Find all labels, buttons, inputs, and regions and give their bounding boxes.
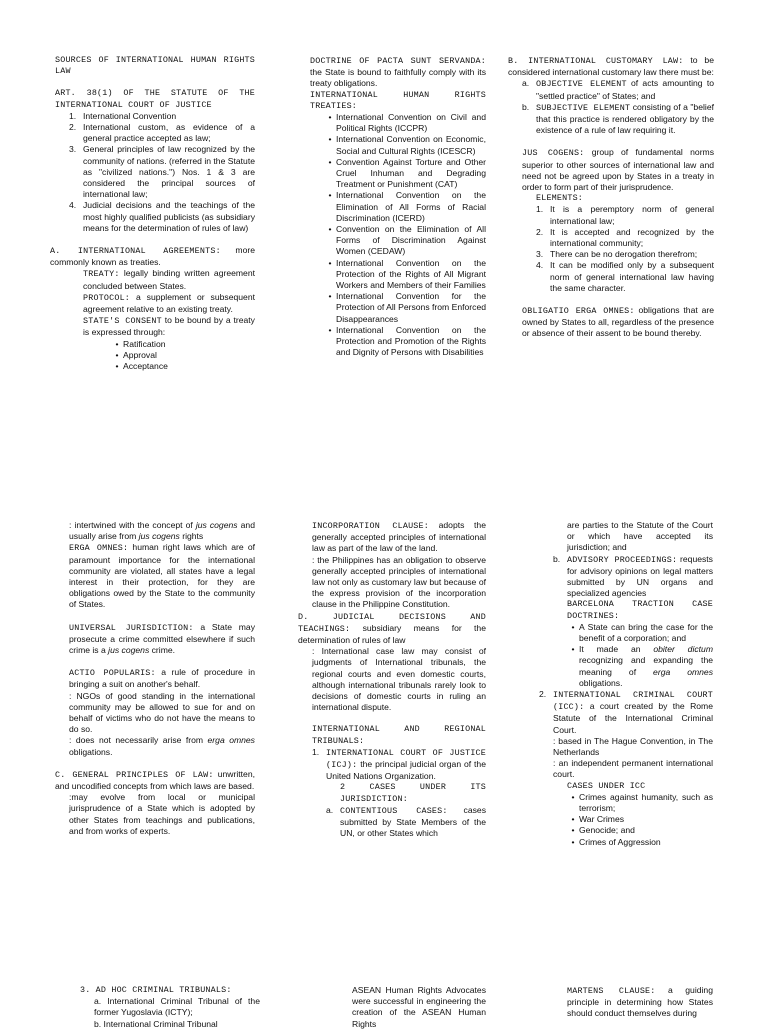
barcelona-doctrine-1: • A State can bring the case for the benefit of a corporation; and [571, 621, 713, 644]
may-evolve-text: :may evolve from local or municipal jurisprudence of a State which is adopted by other States from teachings and publications, and from works of experts. [69, 792, 255, 836]
treaty-item: • International Convention on the Protection and Promotion of the Rights and Dignity of Persons with Disabilities [328, 324, 486, 358]
consent-item: • Acceptance [115, 361, 168, 372]
icc-case-item: • Genocide; and [571, 825, 635, 836]
judicial-decisions-para: D. JUDICIAL DECISIONS AND TEACHINGS: subsidiary means for the determination of rules of law [298, 611, 486, 646]
sources-title: SOURCES OF INTERNATIONAL HUMAN RIGHTS LAW [55, 55, 255, 77]
icc-item: 2. INTERNATIONAL CRIMINAL COURT (ICC): a court created by the Rome Statute of the International Criminal Court. [539, 689, 713, 735]
p1-column-1 [50, 55, 255, 372]
source-item: 2. International custom, as evidence of a general practice accepted as law; [69, 122, 255, 144]
erga-omnes-def: ERGA OMNES: human right laws which are of paramount importance for the international community are violated, all states have a legal interest in their protection, for they are obligations owed by the State to the community of States. [69, 542, 255, 610]
not-arise-text: : does not necessarily arise from erga omnes obligations. [69, 735, 255, 757]
icc-independent-text: : an independent permanent international court. [553, 758, 713, 780]
case-law-text: : International case law may consist of judgments of International tribunals, the regional courts and even domestic courts, although international tribunals rarely look to decisions of domestic courts in ruling an international dispute. [312, 646, 486, 713]
ngo-text: : NGOs of good standing in the international community may be allowed to sue for and on behalf of victims who do not have the means to do so. [69, 690, 255, 735]
tribunals-title: INTERNATIONAL AND REGIONAL TRIBUNALS: [312, 724, 486, 746]
p1-column-2 [310, 55, 486, 358]
martens-clause-para: MARTENS CLAUSE: a guiding principle in determining how States should conduct themselves during [567, 985, 713, 1019]
treaty-block [55, 268, 255, 372]
sources-list [55, 111, 255, 234]
customary-element-item: b. SUBJECTIVE ELEMENT consisting of a "belief that this practice is rendered obligatory by the existence of a rule of law requiring it. [522, 101, 714, 136]
source-item: 4. Judicial decisions and the teachings of the most highly qualified publicists (as subsidiary means for the determination of rules of law) [69, 200, 255, 233]
icc-hague-text: : based in The Hague Convention, in The Netherlands [553, 735, 713, 758]
elements-label: ELEMENTS: [536, 193, 584, 204]
p2-column-3 [525, 520, 713, 848]
p2-column-2 [298, 520, 486, 839]
treaty-item: • International Convention on the Elimination of All Forms of Racial Discrimination (ICERD) [328, 190, 486, 223]
treaty-item: • International Convention on Economic, Social and Cultural Rights (ICESCR) [328, 134, 486, 156]
treaty-item: • International Convention on the Protection of the Rights of All Migrant Workers and Members of their Families [328, 257, 486, 291]
icc-cases-list [525, 792, 713, 848]
asean-text: ASEAN Human Rights Advocates were successful in engineering the creation of the ASEAN Human Rights [352, 985, 486, 1029]
icty-item: a. International Criminal Tribunal of the former Yugoslavia (ICTY); [94, 996, 260, 1018]
two-cases-label: 2 CASES UNDER ITS JURISDICTION: [340, 782, 486, 804]
jus-cogens-para: JUS COGENS: group of fundamental norms superior to other sources of international law and need not be agreed upon by States in a treaty in order to form part of their jurisprudence. [522, 147, 715, 193]
consent-def: STATE'S CONSENT to be bound by a treaty is expressed through: [83, 315, 255, 338]
treaty-item: • Convention Against Torture and Other Cruel Inhuman and Degrading Treatment or Punishment (CAT) [328, 156, 486, 190]
treaty-item: • Convention on the Elimination of All Forms of Discrimination Against Women (CEDAW) [328, 224, 486, 257]
jus-cogens-elements [508, 204, 714, 294]
icj-item: 1. INTERNATIONAL COURT OF JUSTICE (ICJ): the principal judicial organ of the United Nations Organization. [312, 746, 486, 782]
court-statute-cont: are parties to the Statute of the Court or which have accepted its jurisdiction; and [567, 520, 713, 553]
treaty-item: • International Convention for the Protection of All Persons from Enforced Disappearances [328, 291, 486, 324]
intertwined-text: : intertwined with the concept of jus cogens and usually arise from jus cogens rights [69, 520, 255, 542]
customary-elements-list [508, 78, 714, 136]
icc-case-item: • Crimes of Aggression [571, 836, 661, 847]
barcelona-label: BARCELONA TRACTION CASE DOCTRINES: [567, 599, 713, 621]
advisory-item: b. ADVISORY PROCEEDINGS: requests for advisory opinions on legal matters submitted by UN organs and specialized agencies [553, 553, 713, 599]
incorporation-clause-def: INCORPORATION CLAUSE: adopts the generally accepted principles of international law as part of the law of the land. [312, 520, 486, 554]
p3-column-2 [352, 985, 486, 1030]
jus-cogens-element-item: 1. It is a peremptory norm of general international law; [536, 204, 714, 226]
customary-law-para: B. INTERNATIONAL CUSTOMARY LAW: to be considered international customary law there must be: [508, 55, 714, 78]
erga-omnes-para: OBLIGATIO ERGA OMNES: obligations that are owned by States to all, regardless of the presence or absence of their assent to be bound thereby. [522, 305, 714, 339]
jus-cogens-element-item: 4. It can be modified only by a subsequent norm of general international law having the same character. [536, 260, 714, 293]
ictr-item: b. International Criminal Tribunal [94, 1018, 218, 1029]
p1-column-3 [508, 55, 714, 340]
protocol-def: PROTOCOL: a supplement or subsequent agreement relative to an existing treaty. [83, 291, 255, 315]
barcelona-doctrine-2: • It made an obiter dictum recognizing and expanding the meaning of erga omnes obligations. [571, 644, 713, 688]
philippines-obligation-text: : the Philippines has an obligation to observe generally accepted principles of international law not only as customary law but because of the express provision of the incorporation clause in the Philippine Constitution. [312, 554, 486, 610]
treaty-def: TREATY: legally binding written agreement concluded between States. [83, 268, 255, 291]
customary-element-item: a. OBJECTIVE ELEMENT of acts amounting to "settled practice" of States; and [522, 78, 714, 101]
contentious-cases-item: a. CONTENTIOUS CASES: cases submitted by State Members of the UN, or other States which [326, 804, 486, 839]
adhoc-tribunals-title: 3. AD HOC CRIMINAL TRIBUNALS: [80, 985, 232, 995]
consent-item: • Approval [115, 349, 157, 360]
icc-case-item: • Crimes against humanity, such as terrorism; [571, 791, 713, 814]
consent-item: • Ratification [115, 338, 166, 349]
treaties-list [310, 112, 486, 358]
p3-column-1 [80, 985, 260, 1030]
int-agreements-para: A. INTERNATIONAL AGREEMENTS: more commonly known as treaties. [50, 245, 255, 268]
hr-treaties-title: INTERNATIONAL HUMAN RIGHTS TREATIES: [310, 89, 486, 111]
general-principles-para: C. GENERAL PRINCIPLES OF LAW: unwritten, and uncodified concepts from which laws are based. [55, 768, 255, 792]
treaty-item: • International Convention on Civil and Political Rights (ICCPR) [328, 112, 486, 134]
pacta-para: DOCTRINE OF PACTA SUNT SERVANDA: the State is bound to faithfully comply with its treaty obligations. [310, 56, 486, 89]
jus-cogens-element-item: 3. There can be no derogation therefrom; [536, 249, 698, 260]
cases-under-icc-label: CASES UNDER ICC [567, 780, 646, 791]
source-item: 1. International Convention [69, 110, 177, 121]
icc-case-item: • War Crimes [571, 814, 625, 825]
consent-list [83, 339, 255, 373]
p3-column-3 [567, 985, 713, 1020]
source-item: 3. General principles of law recognized by the community of nations. (referred in the Statute as "civilized nations.") Nos. 1 & 3 are considered the principal sources of international law; [69, 144, 255, 200]
jus-cogens-element-item: 2. It is accepted and recognized by the international community; [536, 226, 714, 249]
actio-popularis-def: ACTIO POPULARIS: a rule of procedure in bringing a suit on another's behalf. [69, 667, 255, 690]
p2-column-1 [55, 520, 255, 837]
art38-title: ART. 38(1) OF THE STATUTE OF THE INTERNATIONAL COURT OF JUSTICE [55, 88, 255, 110]
universal-jurisdiction-def: UNIVERSAL JURISDICTION: a State may prosecute a crime committed elsewhere if such crime is a jus cogens crime. [69, 621, 255, 656]
